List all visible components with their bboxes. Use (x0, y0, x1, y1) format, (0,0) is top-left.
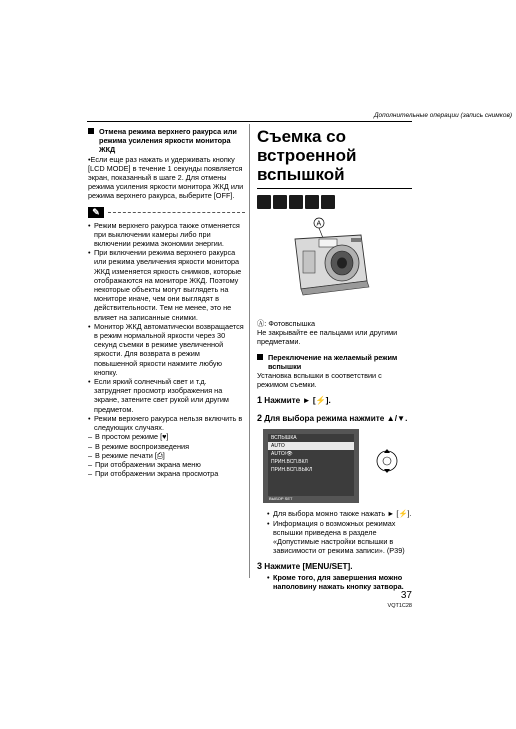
case-item: – В режиме печати [⎙] (88, 451, 245, 460)
case-item: – В простом режиме [♥] (88, 432, 245, 441)
page-header: Дополнительные операции (запись снимков) (373, 112, 512, 119)
header-rule (87, 121, 412, 122)
camera-mode-icon (257, 195, 271, 209)
cancel-intro: •Если еще раз нажать и удерживать кнопку [LCD MODE] в течение 1 секунды появляется экран, показанный в шаге 2. Для отмены режима усиления яркости монитора ЖКД или режима верхнего ракурса, выберите [OFF]. (88, 154, 244, 201)
lcd-row: ВСПЫШКА (271, 435, 297, 442)
note-item: • При включении режима верхнего ракурса или режима увеличения яркости монитора ЖКД изменяется яркость снимков, которые отображаются на мониторе ЖКД. Поэтому некоторые объекты могут выглядеть на мониторе иначе, чем они выглядят в действительности. Тем не менее, это не влияет на записанные снимки. (88, 248, 245, 322)
switch-heading: Переключение на желаемый режим вспышки (257, 353, 412, 371)
mode-icons (257, 195, 412, 209)
square-bullet-icon (88, 128, 94, 134)
pencil-note-icon: ✎ (88, 207, 104, 218)
square-bullet-icon (257, 354, 263, 360)
right-column (257, 127, 412, 591)
case-item: – При отображении экрана просмотра (88, 469, 245, 478)
camera-icon (257, 213, 412, 313)
lcd-screen (263, 429, 359, 503)
note-item: • Если яркий солнечный свет и т.д. затрудняет просмотр изображения на экране, затените свет рукой или другим предметом. (88, 377, 245, 414)
lcd-row: AUTO/👁 (271, 451, 293, 458)
portrait-mode-icon (305, 195, 319, 209)
dial-control-icon (375, 443, 399, 479)
heart-mode-icon (273, 195, 287, 209)
switch-text: Установка вспышки в соответствии с режимом съемки. (257, 371, 382, 390)
flash-callout: A (316, 220, 322, 228)
lcd-footer: ВЫБОР SET (269, 496, 293, 502)
camera-illustration (257, 213, 412, 313)
step-2: 2 Для выбора режима нажмите ▲/▼. (257, 412, 408, 423)
case-item: – При отображении экрана меню (88, 460, 245, 469)
sport-mode-icon (321, 195, 335, 209)
step-1: 1 Нажмите ► [⚡]. (257, 395, 331, 406)
step2-note: • Для выбора можно также нажать ► [⚡]. (267, 509, 412, 518)
note-item: • Режим верхнего ракурса также отменяется при выключении камеры либо при включении режима экономии энергии. (88, 221, 245, 249)
scene-mode-icon (289, 195, 303, 209)
step3-note: • Кроме того, для завершения можно наполовину нажать кнопку затвора. (267, 573, 412, 591)
lcd-row: AUTO (268, 442, 354, 450)
flash-label: Ⓐ: Фотовспышка (257, 319, 316, 328)
column-divider (249, 124, 250, 578)
flash-text: Не закрывайте ее пальцами или другими предметами. (257, 328, 398, 347)
step-3: 3 Нажмите [MENU/SET]. (257, 561, 353, 572)
case-item: – В режиме воспроизведения (88, 442, 245, 451)
section-title: Съемка со встроенной вспышкой (257, 127, 412, 189)
step2-note: • Информация о возможных режимах вспышки приведена в разделе «Допустимые настройки вспышки в зависимости от режима записи». (P39) (267, 519, 412, 556)
page-number: 37 (400, 590, 412, 601)
lcd-row: ПРИН.ВСП.ВЫКЛ (271, 467, 313, 474)
lcd-figure (257, 429, 412, 503)
left-column (88, 127, 245, 478)
lcd-row: ПРИН.ВСП.ВКЛ (271, 459, 308, 466)
note-bar (88, 207, 245, 218)
document-code: VQT1C28 (387, 603, 412, 609)
note-item: • Монитор ЖКД автоматически возвращается в режим нормальной яркости через 30 секунд съемки в режиме увеличенной яркости. Для возврата в режим повышенной яркости нажмите любую кнопку. (88, 322, 245, 377)
cancel-heading: Отмена режима верхнего ракурса или режима усиления яркости монитора ЖКД (88, 127, 245, 155)
note-item: • Режим верхнего ракурса нельзя включить в следующих случаях. (88, 414, 245, 432)
